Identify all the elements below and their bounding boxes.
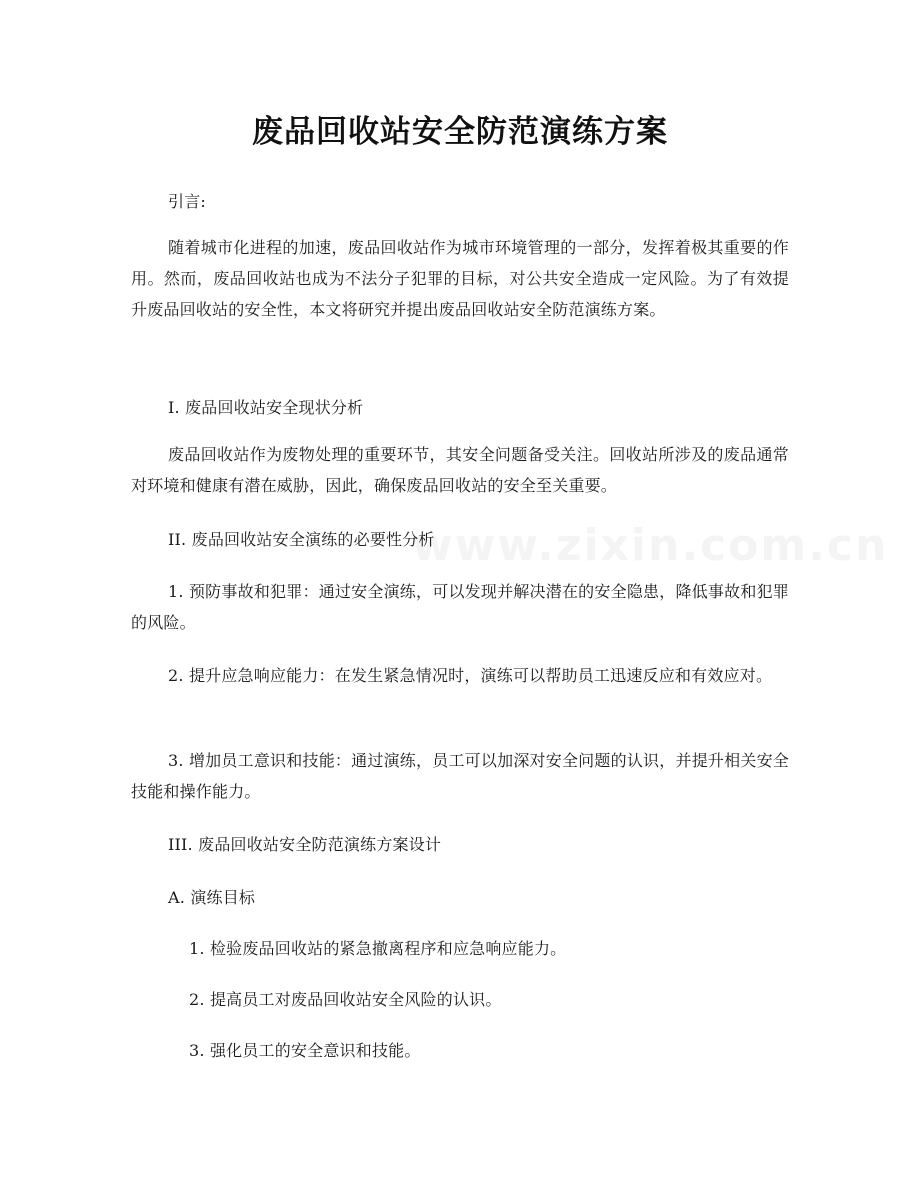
necessity-item-2: 2. 提升应急响应能力：在发生紧急情况时，演练可以帮助员工迅速反应和有效应对。 — [168, 666, 773, 685]
section-heading-1: I. 废品回收站安全现状分析 — [168, 398, 364, 417]
goal-item-1: 1. 检验废品回收站的紧急撤离程序和应急响应能力。 — [189, 939, 567, 958]
subsection-heading-a: A. 演练目标 — [168, 888, 256, 907]
watermark: www.zixin.com.cn — [412, 520, 889, 571]
intro-label: 引言: — [168, 192, 206, 211]
goal-item-2: 2. 提高员工对废品回收站安全风险的认识。 — [189, 990, 502, 1009]
section-heading-2: II. 废品回收站安全演练的必要性分析 — [168, 530, 435, 549]
section-heading-3: III. 废品回收站安全防范演练方案设计 — [168, 835, 442, 854]
necessity-item-3: 3. 增加员工意识和技能：通过演练，员工可以加深对安全问题的认识，并提升相关安全技能和操作能力。 — [131, 751, 789, 801]
section-1-paragraph: 废品回收站作为废物处理的重要环节，其安全问题备受关注。回收站所涉及的废品通常对环境和健康有潜在威胁，因此，确保废品回收站的安全至关重要。 — [131, 445, 789, 495]
goal-item-3: 3. 强化员工的安全意识和技能。 — [189, 1041, 421, 1060]
document-title: 废品回收站安全防范演练方案 — [252, 114, 668, 150]
necessity-item-1: 1. 预防事故和犯罪：通过安全演练，可以发现并解决潜在的安全隐患，降低事故和犯罪的风险。 — [131, 582, 789, 632]
intro-paragraph: 随着城市化进程的加速，废品回收站作为城市环境管理的一部分，发挥着极其重要的作用。然而，废品回收站也成为不法分子犯罪的目标，对公共安全造成一定风险。为了有效提升废品回收站的安全性，本文将研究并提出废品回收站安全防范演练方案。 — [131, 238, 789, 319]
